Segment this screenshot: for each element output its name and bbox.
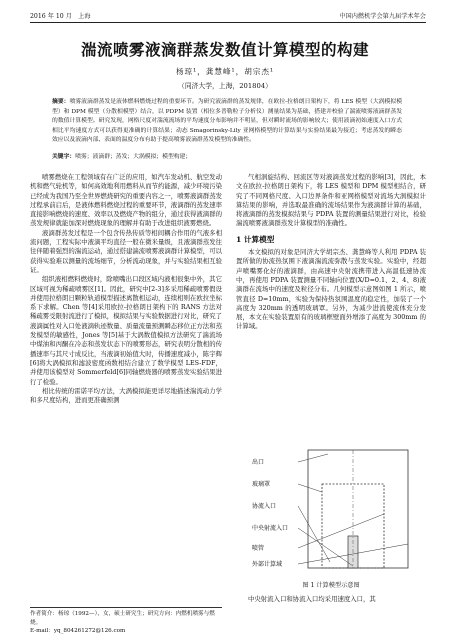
- body-paragraph: 组织液相燃料燃烧时，除喷嘴出口段区域内液相很集中外，其它区域可视为稀疏喷雾区[1]。因此，研究中[2-3]多采用稀疏喷雾假设并使用拉格朗日颗粒轨道模型描述离散相运动，连续相则在欧拉坐标系下求解。Chen 等[4]采用欧拉-拉格朗日架构下的 RANS 方法对稀疏雾受限射流进行了模拟，模拟结果与实验数据进行对比，研究了液滴属性对入口处液滴轨迹数量、质量流量预测瞬态移位正方法和蒸发模型的敏感性，Jones 等[5]基于大涡数值模拟方法研究了湍流场中煤油和丙酮在冷态和蒸发状态下的喷雾形态，研究表明分散相的传播速率与其尺寸成反比，当液滴初始值大时，传播速度减小，陈宇辉[6]将大涡模拟和滤波密度函数相结合建立了数学模型 LES-FDF，并使用该模型对 Sommerfeld[6]同轴燃烧器的喷雾蒸发实验结果进行了检验。: [30, 275, 222, 386]
- figure-label: 中央射流入口: [252, 525, 289, 532]
- body-paragraph: 中央射流入口和协流入口均采用速度入口，其: [248, 595, 376, 603]
- author-footnote: [30, 607, 222, 636]
- left-column: [30, 173, 222, 405]
- section-heading: 1 计算模型: [236, 234, 275, 244]
- figure-caption: 图 1 计算模型示意图: [302, 582, 360, 589]
- keywords-text: 喷雾；液滴群；蒸发；大涡模拟；模型构建；: [75, 154, 192, 160]
- abstract-text: 喷雾液滴群蒸发是液体燃料燃烧过程的重要环节。为研究液滴群的蒸发规律，在欧拉-拉格朗日架构下，将 LES 模型（大涡模拟模型）和 DPM 模型（分散相模型）结合，以 PDPM 装置（相位多普勒粒子分析仪）测量结果为基础，搭建并校验了湍流喷雾液滴群蒸发的数值计算模型。研究发现，网格尺度对湍流流场的平均速度分布影响并不明显，但对瞬时流场的影响较大；使用液滴初始速度入口方式相比平均速度方式可以获得更准确的计算结果；动态 Smagorinsky-Lily 亚网格模型的计算结果与实验结果最为接近；考虑蒸发的瞬态效应以及液滴内部、表面的温度分布有助于提高喷雾液滴群蒸发模型的准确性。: [52, 99, 402, 144]
- figure-1-schematic: [250, 444, 418, 576]
- body-paragraph: 喷雾燃烧在工程领域有在广泛的应用，如汽车发动机、航空发动机和燃气轮机等，如何高效地利用燃料从而节约能源，减少环境污染已经成为我国乃至全世界燃烧研究的重要内容之一，喷雾液滴群蒸发过程承前启后，是液体燃料燃烧过程的重要环节，液滴群的蒸发速率直接影响燃烧的速度、效率以及燃烧产物的组分，通过获得液滴群的蒸发规律就能加深对燃烧现象的理解并有助于改进组织液雾燃烧。: [30, 173, 222, 228]
- figure-label: 玻璃罩: [252, 481, 271, 488]
- abstract-label: 摘要：: [52, 99, 70, 105]
- leader-line: [298, 454, 328, 462]
- body-paragraph: 相比传统的雷诺平均方法，大涡模拟能更详尽地描述湍流动力学和多尺度结构，进而更准确预测: [30, 386, 222, 405]
- leader-line: [298, 484, 322, 492]
- affiliation: （同济大学，上海，201804）: [178, 82, 272, 90]
- footnote-author: 作者简介：杨琼（1992—），女，硕士研究生；研究方向：内燃机喷雾与燃烧。: [30, 611, 215, 626]
- body-paragraph: 液滴群蒸发过程是一个包含传热传质等相间耦合作用的气液多相流问题，工程实际中液滴平均直径一般在微米量级，且液滴群蒸发往往伴随着强烈的湍流运动，通过搭建湍流喷雾液滴群计算模型，可以获得实验难以测量的流场细节，分析流动现象，并与实验结果相互验证。: [30, 228, 222, 274]
- abstract: [52, 98, 402, 146]
- figure-label: 喷管: [252, 545, 265, 552]
- keywords: [52, 153, 402, 162]
- right-column: [236, 173, 426, 332]
- leader-line: [298, 514, 384, 548]
- footnote-email: E-mail：yq_804261272@126.com: [30, 628, 126, 635]
- paper-title: 湍流喷雾液滴群蒸发数值计算模型的构建: [80, 40, 369, 59]
- header-right: 中国内燃机学会第九届学术年会: [339, 13, 426, 20]
- figure-label: 出口: [252, 459, 265, 466]
- keywords-label: 关键字：: [52, 154, 76, 160]
- header-left: 2016 年 10 月 上海: [30, 13, 91, 20]
- figure-label: 协流入口: [252, 503, 277, 510]
- leader-line: [298, 528, 353, 566]
- body-paragraph: 本文模拟的对象是同济大学胡宗杰、龚慧峰等人利用 PDPA 装置所做的协流热氛围下液滴湍流流弥散与蒸发实验。实验中，经超声喷嘴雾化好的液滴群，由高速中央射流携带进入高温低速协流中，再使用 PDPA 装置测量不同轴向位置(X/D=0.1、2、4、8)液滴群在流场中的速度及粒径分布。几何模型示意图如图 1 所示，喷管直径 D=10mm，实验为保持热氛围温度的稳定性，加装了一个高度为 320mm 的透明玻璃罩。另外，为减少进流使流体充分发展，本文在实验装置原有的玻璃框壁面外增添了高度为 300mm 的计算域。: [236, 248, 426, 331]
- figure-label: 外部计算域: [252, 561, 283, 568]
- running-header: [30, 6, 426, 23]
- leader-line: [298, 506, 330, 562]
- body-paragraph: 气相涡旋结构、回流区等对液滴蒸发过程的影响[3]，因此，本文在欧拉-拉格朗日架构下，将 LES 模型和 DPM 模型相结合，研究了不同网格尺度、入口边界条件和亚网格模型对流场大涡模拟计算结果的影响，并选取最准确的流场结果作为液滴群计算的基础，将液滴群的蒸发模拟结果与 PDPA 装置的测量结果进行对比，检验湍流喷雾液滴群蒸发计算模型的准确性。: [236, 173, 426, 228]
- author-list: 杨琼¹，龚慧峰¹，胡宗杰¹: [175, 67, 275, 76]
